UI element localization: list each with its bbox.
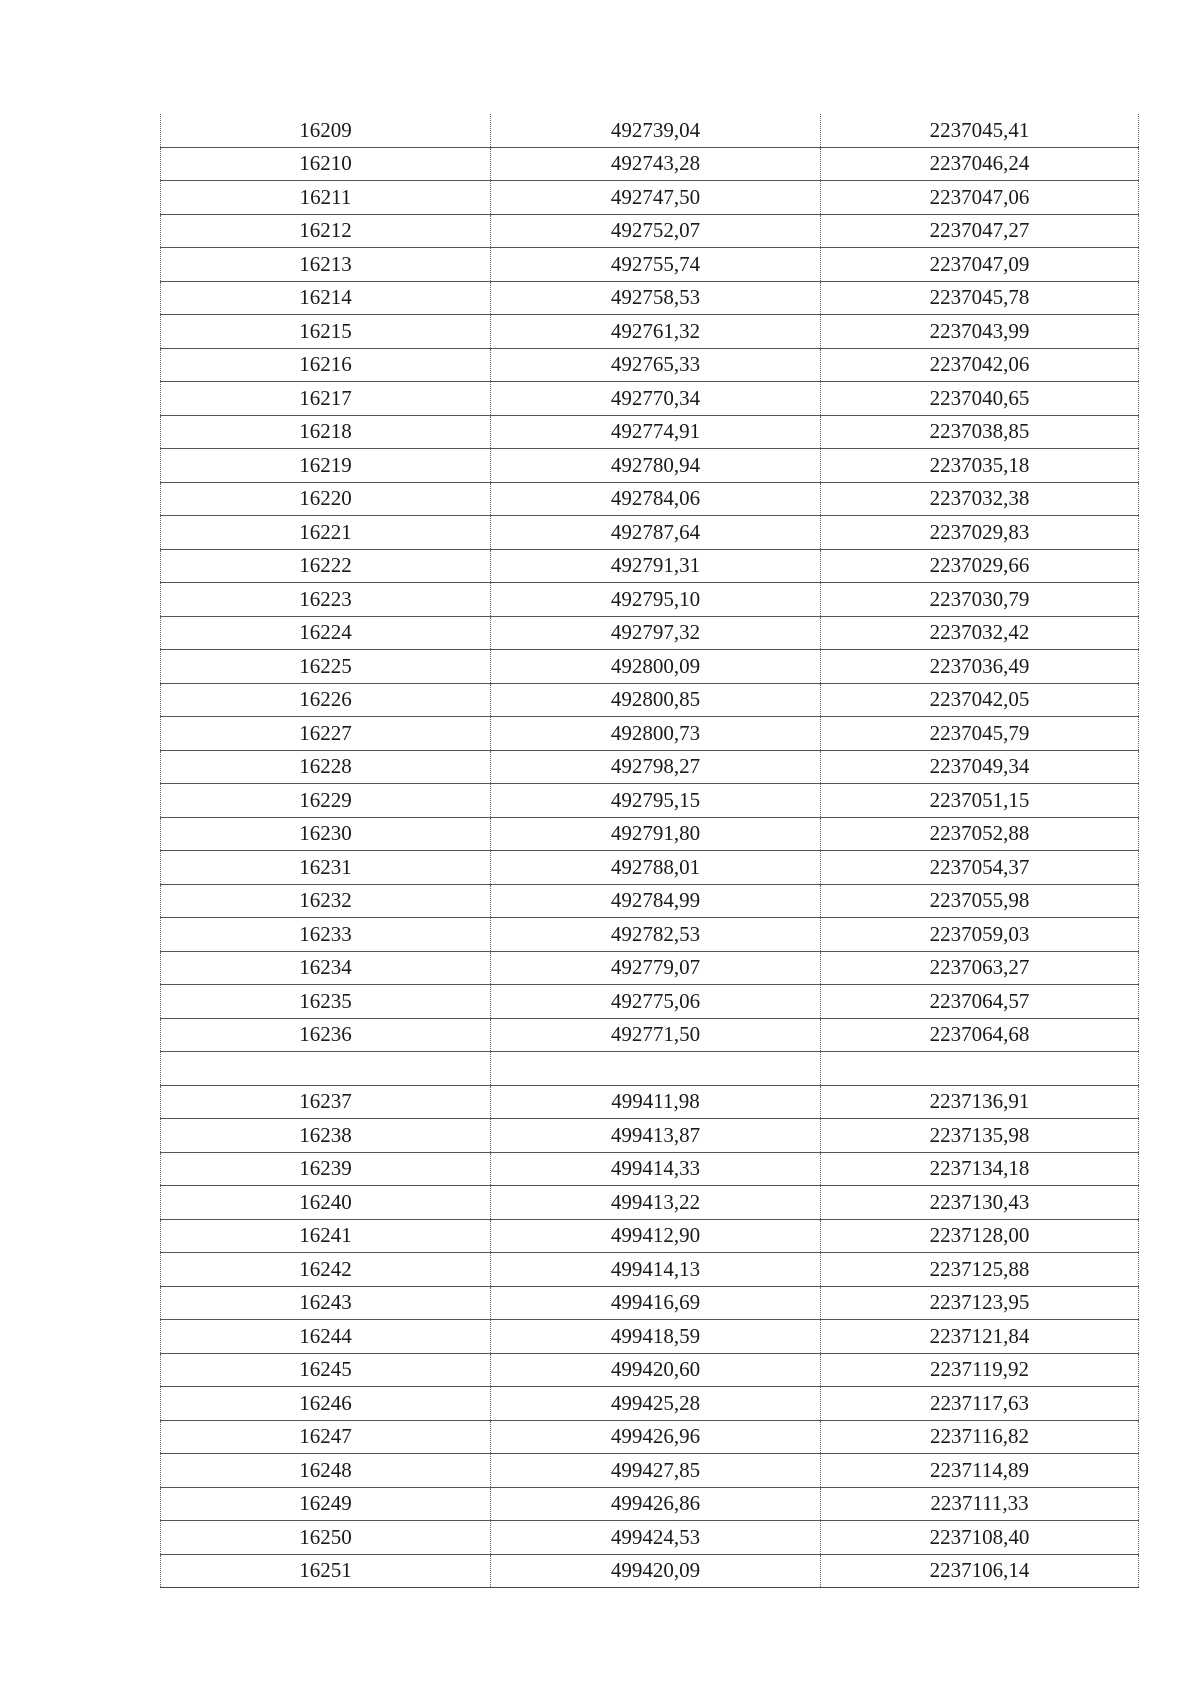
x-coordinate-cell: 499424,53 (491, 1521, 821, 1555)
x-coordinate-cell: 499413,87 (491, 1119, 821, 1153)
y-coordinate-cell: 2237047,06 (821, 181, 1139, 215)
point-number-cell: 16222 (161, 549, 491, 583)
x-coordinate-cell: 499413,22 (491, 1186, 821, 1220)
x-coordinate-cell: 492791,80 (491, 817, 821, 851)
x-coordinate-cell: 492761,32 (491, 315, 821, 349)
y-coordinate-cell: 2237036,49 (821, 650, 1139, 684)
point-number-cell: 16235 (161, 985, 491, 1019)
table-row (161, 1487, 1139, 1521)
table-row (161, 516, 1139, 550)
y-coordinate-cell: 2237108,40 (821, 1521, 1139, 1555)
x-coordinate-cell: 499420,09 (491, 1554, 821, 1588)
y-coordinate-cell: 2237042,05 (821, 683, 1139, 717)
table-row (161, 650, 1139, 684)
x-coordinate-cell: 492755,74 (491, 248, 821, 282)
table-row (161, 1052, 1139, 1086)
table-row (161, 985, 1139, 1019)
x-coordinate-cell: 492758,53 (491, 281, 821, 315)
y-coordinate-cell: 2237035,18 (821, 449, 1139, 483)
y-coordinate-cell: 2237052,88 (821, 817, 1139, 851)
x-coordinate-cell: 492739,04 (491, 114, 821, 147)
table-row (161, 583, 1139, 617)
y-coordinate-cell: 2237064,68 (821, 1018, 1139, 1052)
x-coordinate-cell: 492743,28 (491, 147, 821, 181)
point-number-cell: 16219 (161, 449, 491, 483)
table-row (161, 449, 1139, 483)
y-coordinate-cell: 2237059,03 (821, 918, 1139, 952)
point-number-cell: 16209 (161, 114, 491, 147)
point-number-cell: 16233 (161, 918, 491, 952)
y-coordinate-cell: 2237040,65 (821, 382, 1139, 416)
y-coordinate-cell: 2237128,00 (821, 1219, 1139, 1253)
y-coordinate-cell: 2237134,18 (821, 1152, 1139, 1186)
table-row (161, 784, 1139, 818)
table-row (161, 1219, 1139, 1253)
table-row (161, 884, 1139, 918)
y-coordinate-cell: 2237135,98 (821, 1119, 1139, 1153)
point-number-cell: 16232 (161, 884, 491, 918)
point-number-cell: 16214 (161, 281, 491, 315)
y-coordinate-cell: 2237030,79 (821, 583, 1139, 617)
point-number-cell: 16221 (161, 516, 491, 550)
table-row (161, 918, 1139, 952)
coordinates-table-body (161, 114, 1139, 1588)
x-coordinate-cell: 499427,85 (491, 1454, 821, 1488)
y-coordinate-cell (821, 1052, 1139, 1086)
y-coordinate-cell: 2237029,66 (821, 549, 1139, 583)
point-number-cell: 16239 (161, 1152, 491, 1186)
table-row (161, 181, 1139, 215)
point-number-cell: 16230 (161, 817, 491, 851)
x-coordinate-cell: 499414,13 (491, 1253, 821, 1287)
point-number-cell: 16247 (161, 1420, 491, 1454)
point-number-cell: 16223 (161, 583, 491, 617)
table-row (161, 549, 1139, 583)
table-row (161, 482, 1139, 516)
x-coordinate-cell: 492747,50 (491, 181, 821, 215)
y-coordinate-cell: 2237054,37 (821, 851, 1139, 885)
point-number-cell: 16249 (161, 1487, 491, 1521)
table-row (161, 348, 1139, 382)
x-coordinate-cell: 492770,34 (491, 382, 821, 416)
x-coordinate-cell: 492784,06 (491, 482, 821, 516)
table-row (161, 1454, 1139, 1488)
table-row (161, 1353, 1139, 1387)
table-row (161, 382, 1139, 416)
x-coordinate-cell: 499414,33 (491, 1152, 821, 1186)
x-coordinate-cell: 492771,50 (491, 1018, 821, 1052)
y-coordinate-cell: 2237045,78 (821, 281, 1139, 315)
table-row (161, 1387, 1139, 1421)
point-number-cell: 16212 (161, 214, 491, 248)
table-row (161, 1253, 1139, 1287)
y-coordinate-cell: 2237111,33 (821, 1487, 1139, 1521)
point-number-cell: 16227 (161, 717, 491, 751)
point-number-cell: 16234 (161, 951, 491, 985)
table-row (161, 1320, 1139, 1354)
table-row (161, 616, 1139, 650)
x-coordinate-cell: 499418,59 (491, 1320, 821, 1354)
y-coordinate-cell: 2237116,82 (821, 1420, 1139, 1454)
point-number-cell: 16225 (161, 650, 491, 684)
table-row (161, 147, 1139, 181)
point-number-cell: 16237 (161, 1085, 491, 1119)
point-number-cell: 16213 (161, 248, 491, 282)
table-row (161, 1018, 1139, 1052)
table-row (161, 1085, 1139, 1119)
x-coordinate-cell: 492791,31 (491, 549, 821, 583)
x-coordinate-cell: 499420,60 (491, 1353, 821, 1387)
table-row (161, 683, 1139, 717)
x-coordinate-cell: 492797,32 (491, 616, 821, 650)
y-coordinate-cell: 2237042,06 (821, 348, 1139, 382)
point-number-cell: 16220 (161, 482, 491, 516)
point-number-cell: 16240 (161, 1186, 491, 1220)
table-row (161, 1420, 1139, 1454)
point-number-cell: 16241 (161, 1219, 491, 1253)
y-coordinate-cell: 2237055,98 (821, 884, 1139, 918)
point-number-cell: 16210 (161, 147, 491, 181)
point-number-cell: 16211 (161, 181, 491, 215)
point-number-cell: 16218 (161, 415, 491, 449)
table-row (161, 114, 1139, 147)
y-coordinate-cell: 2237046,24 (821, 147, 1139, 181)
y-coordinate-cell: 2237114,89 (821, 1454, 1139, 1488)
point-number-cell: 16217 (161, 382, 491, 416)
table-row (161, 281, 1139, 315)
table-row (161, 717, 1139, 751)
x-coordinate-cell: 492788,01 (491, 851, 821, 885)
table-row (161, 1554, 1139, 1588)
y-coordinate-cell: 2237125,88 (821, 1253, 1139, 1287)
y-coordinate-cell: 2237043,99 (821, 315, 1139, 349)
x-coordinate-cell: 499412,90 (491, 1219, 821, 1253)
y-coordinate-cell: 2237121,84 (821, 1320, 1139, 1354)
table-row (161, 315, 1139, 349)
table-row (161, 1119, 1139, 1153)
table-row (161, 1521, 1139, 1555)
y-coordinate-cell: 2237049,34 (821, 750, 1139, 784)
x-coordinate-cell: 499425,28 (491, 1387, 821, 1421)
x-coordinate-cell: 492800,85 (491, 683, 821, 717)
point-number-cell: 16224 (161, 616, 491, 650)
x-coordinate-cell: 492775,06 (491, 985, 821, 1019)
y-coordinate-cell: 2237038,85 (821, 415, 1139, 449)
point-number-cell: 16245 (161, 1353, 491, 1387)
y-coordinate-cell: 2237106,14 (821, 1554, 1139, 1588)
y-coordinate-cell: 2237117,63 (821, 1387, 1139, 1421)
point-number-cell: 16236 (161, 1018, 491, 1052)
point-number-cell: 16244 (161, 1320, 491, 1354)
x-coordinate-cell: 492800,73 (491, 717, 821, 751)
y-coordinate-cell: 2237119,92 (821, 1353, 1139, 1387)
x-coordinate-cell: 499426,86 (491, 1487, 821, 1521)
y-coordinate-cell: 2237064,57 (821, 985, 1139, 1019)
x-coordinate-cell: 492795,15 (491, 784, 821, 818)
x-coordinate-cell: 492800,09 (491, 650, 821, 684)
table-row (161, 851, 1139, 885)
table-row (161, 415, 1139, 449)
point-number-cell: 16250 (161, 1521, 491, 1555)
table-row (161, 1286, 1139, 1320)
y-coordinate-cell: 2237063,27 (821, 951, 1139, 985)
point-number-cell: 16226 (161, 683, 491, 717)
point-number-cell: 16216 (161, 348, 491, 382)
point-number-cell (161, 1052, 491, 1086)
document-page (160, 114, 1138, 1588)
y-coordinate-cell: 2237051,15 (821, 784, 1139, 818)
x-coordinate-cell: 492798,27 (491, 750, 821, 784)
y-coordinate-cell: 2237047,27 (821, 214, 1139, 248)
x-coordinate-cell: 492782,53 (491, 918, 821, 952)
table-row (161, 750, 1139, 784)
coordinates-table (160, 114, 1139, 1588)
point-number-cell: 16228 (161, 750, 491, 784)
y-coordinate-cell: 2237032,42 (821, 616, 1139, 650)
y-coordinate-cell: 2237123,95 (821, 1286, 1139, 1320)
x-coordinate-cell: 499411,98 (491, 1085, 821, 1119)
x-coordinate-cell: 492779,07 (491, 951, 821, 985)
y-coordinate-cell: 2237045,79 (821, 717, 1139, 751)
y-coordinate-cell: 2237130,43 (821, 1186, 1139, 1220)
x-coordinate-cell: 492795,10 (491, 583, 821, 617)
y-coordinate-cell: 2237047,09 (821, 248, 1139, 282)
x-coordinate-cell (491, 1052, 821, 1086)
table-row (161, 817, 1139, 851)
x-coordinate-cell: 492787,64 (491, 516, 821, 550)
y-coordinate-cell: 2237029,83 (821, 516, 1139, 550)
point-number-cell: 16215 (161, 315, 491, 349)
point-number-cell: 16242 (161, 1253, 491, 1287)
point-number-cell: 16243 (161, 1286, 491, 1320)
x-coordinate-cell: 492752,07 (491, 214, 821, 248)
point-number-cell: 16248 (161, 1454, 491, 1488)
table-row (161, 1152, 1139, 1186)
y-coordinate-cell: 2237045,41 (821, 114, 1139, 147)
table-row (161, 951, 1139, 985)
y-coordinate-cell: 2237032,38 (821, 482, 1139, 516)
x-coordinate-cell: 492765,33 (491, 348, 821, 382)
x-coordinate-cell: 492784,99 (491, 884, 821, 918)
y-coordinate-cell: 2237136,91 (821, 1085, 1139, 1119)
point-number-cell: 16231 (161, 851, 491, 885)
point-number-cell: 16238 (161, 1119, 491, 1153)
point-number-cell: 16251 (161, 1554, 491, 1588)
table-row (161, 214, 1139, 248)
x-coordinate-cell: 492774,91 (491, 415, 821, 449)
table-row (161, 1186, 1139, 1220)
x-coordinate-cell: 492780,94 (491, 449, 821, 483)
point-number-cell: 16246 (161, 1387, 491, 1421)
table-row (161, 248, 1139, 282)
point-number-cell: 16229 (161, 784, 491, 818)
x-coordinate-cell: 499426,96 (491, 1420, 821, 1454)
x-coordinate-cell: 499416,69 (491, 1286, 821, 1320)
